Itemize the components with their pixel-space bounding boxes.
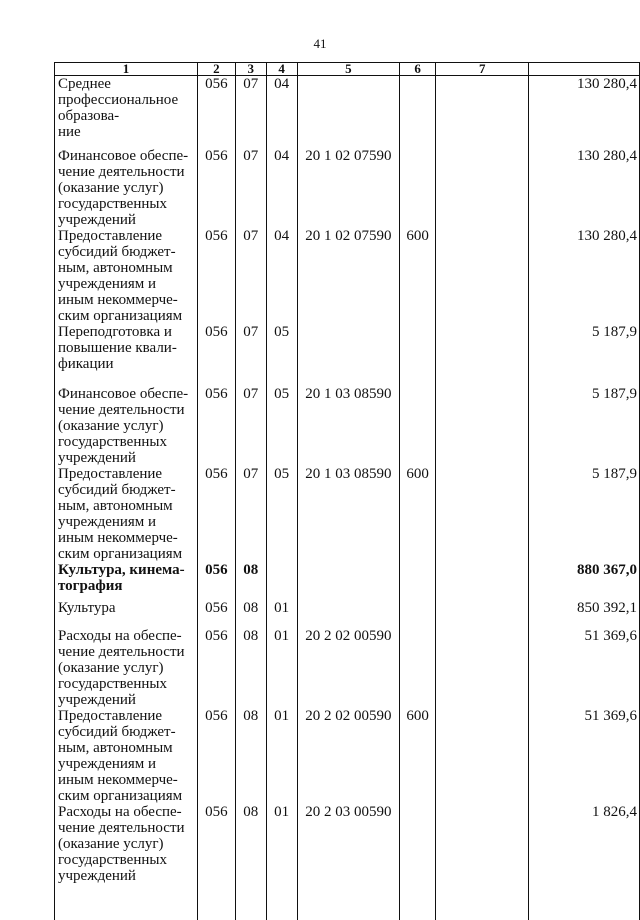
row-sum-cell: 850 392,1 [529, 600, 640, 628]
table-row [55, 804, 640, 888]
row-name-line: (оказание услуг) [58, 660, 195, 676]
row-name-line: Предоставление [58, 708, 195, 724]
row-name-line: субсидий бюджет- [58, 724, 195, 740]
row-rz-cell: 08 [235, 804, 266, 888]
row-ved-cell: 056 [197, 562, 235, 600]
row-pr-cell: 01 [266, 600, 297, 628]
row-csr-cell: 20 1 02 07590 [297, 228, 400, 324]
row-name-line: фикации [58, 356, 195, 372]
row-csr-cell: 20 2 02 00590 [297, 628, 400, 708]
row-col7-cell [436, 148, 529, 228]
table-row [55, 562, 640, 600]
table-row [55, 76, 640, 149]
row-name-line: Переподготовка и [58, 324, 195, 340]
row-col7-cell [436, 600, 529, 628]
row-name-cell [55, 628, 198, 708]
row-pr-cell: 05 [266, 386, 297, 466]
row-rz-cell: 07 [235, 148, 266, 228]
row-ved-cell: 056 [197, 600, 235, 628]
row-name-cell [55, 600, 198, 628]
row-vr-cell [400, 600, 436, 628]
table-filler-row [55, 888, 640, 920]
filler-cell [529, 888, 640, 920]
filler-cell [235, 888, 266, 920]
row-pr-cell: 05 [266, 324, 297, 386]
table-row [55, 600, 640, 628]
row-csr-cell [297, 600, 400, 628]
table-row [55, 324, 640, 386]
row-col7-cell [436, 804, 529, 888]
row-name-line: ским организациям [58, 788, 195, 804]
row-name-line: Расходы на обеспе- [58, 804, 195, 820]
row-col7-cell [436, 76, 529, 149]
row-ved-cell: 056 [197, 804, 235, 888]
table-row [55, 228, 640, 324]
row-csr-cell: 20 1 03 08590 [297, 466, 400, 562]
table-row [55, 628, 640, 708]
row-csr-cell: 20 2 03 00590 [297, 804, 400, 888]
row-pr-cell: 01 [266, 804, 297, 888]
row-csr-cell [297, 324, 400, 386]
row-sum-cell: 130 280,4 [529, 76, 640, 149]
row-vr-cell [400, 628, 436, 708]
row-name-line: Расходы на обеспе- [58, 628, 195, 644]
row-sum-cell: 5 187,9 [529, 466, 640, 562]
row-name-line: учреждениям и [58, 514, 195, 530]
row-name-line: (оказание услуг) [58, 180, 195, 196]
budget-table-wrapper [54, 62, 640, 920]
row-name-cell [55, 466, 198, 562]
row-name-line: ским организациям [58, 546, 195, 562]
filler-cell [266, 888, 297, 920]
row-col7-cell [436, 562, 529, 600]
row-name-cell [55, 562, 198, 600]
row-name-line: субсидий бюджет- [58, 482, 195, 498]
row-name-line: Среднее профессиональное образова- [58, 76, 195, 124]
row-ved-cell: 056 [197, 466, 235, 562]
row-csr-cell: 20 1 02 07590 [297, 148, 400, 228]
row-name-line: учреждений [58, 212, 195, 228]
row-name-line: ским организациям [58, 308, 195, 324]
header-col-2: 2 [197, 63, 235, 76]
row-name-line: Предоставление [58, 466, 195, 482]
row-ved-cell: 056 [197, 386, 235, 466]
budget-table [54, 62, 640, 920]
header-col-8 [529, 63, 640, 76]
header-col-5: 5 [297, 63, 400, 76]
row-name-line: Культура [58, 600, 195, 616]
row-name-line: повышение квали- [58, 340, 195, 356]
table-row [55, 466, 640, 562]
header-col-7: 7 [436, 63, 529, 76]
row-name-line: (оказание услуг) [58, 418, 195, 434]
row-pr-cell: 01 [266, 628, 297, 708]
row-name-line: ным, автономным [58, 740, 195, 756]
table-row [55, 386, 640, 466]
row-csr-cell [297, 562, 400, 600]
row-ved-cell: 056 [197, 628, 235, 708]
row-name-cell [55, 228, 198, 324]
page-number: 41 [0, 36, 640, 52]
row-name-line: учреждениям и [58, 276, 195, 292]
row-name-line: чение деятельности [58, 402, 195, 418]
header-col-6: 6 [400, 63, 436, 76]
row-vr-cell [400, 562, 436, 600]
row-sum-cell: 1 826,4 [529, 804, 640, 888]
row-name-cell [55, 804, 198, 888]
row-name-line: государственных [58, 196, 195, 212]
row-rz-cell: 08 [235, 600, 266, 628]
row-col7-cell [436, 228, 529, 324]
row-rz-cell: 08 [235, 628, 266, 708]
filler-cell [297, 888, 400, 920]
row-name-line: учреждениям и [58, 756, 195, 772]
row-rz-cell: 07 [235, 76, 266, 149]
row-vr-cell [400, 148, 436, 228]
row-pr-cell: 04 [266, 76, 297, 149]
row-sum-cell: 5 187,9 [529, 386, 640, 466]
row-name-cell [55, 386, 198, 466]
row-name-line: иным некоммерче- [58, 292, 195, 308]
row-sum-cell: 51 369,6 [529, 628, 640, 708]
row-name-line: тография [58, 578, 195, 594]
row-ved-cell: 056 [197, 708, 235, 804]
row-csr-cell: 20 2 02 00590 [297, 708, 400, 804]
row-ved-cell: 056 [197, 228, 235, 324]
row-name-line: субсидий бюджет- [58, 244, 195, 260]
row-pr-cell: 04 [266, 228, 297, 324]
row-csr-cell [297, 76, 400, 149]
row-name-line: государственных [58, 676, 195, 692]
row-name-line: государственных [58, 852, 195, 868]
row-vr-cell: 600 [400, 466, 436, 562]
table-row [55, 148, 640, 228]
row-col7-cell [436, 386, 529, 466]
row-name-line: Финансовое обеспе- [58, 148, 195, 164]
row-name-line: государственных [58, 434, 195, 450]
row-sum-cell: 5 187,9 [529, 324, 640, 386]
row-name-line: иным некоммерче- [58, 530, 195, 546]
table-row [55, 708, 640, 804]
row-vr-cell [400, 324, 436, 386]
row-name-line: Культура, кинема- [58, 562, 195, 578]
header-col-1: 1 [55, 63, 198, 76]
row-vr-cell [400, 76, 436, 149]
filler-cell [436, 888, 529, 920]
row-sum-cell: 130 280,4 [529, 148, 640, 228]
row-name-line: иным некоммерче- [58, 772, 195, 788]
filler-cell [55, 888, 198, 920]
row-pr-cell: 04 [266, 148, 297, 228]
row-name-line: учреждений [58, 450, 195, 466]
row-sum-cell: 130 280,4 [529, 228, 640, 324]
row-rz-cell: 08 [235, 562, 266, 600]
row-pr-cell: 05 [266, 466, 297, 562]
row-vr-cell: 600 [400, 708, 436, 804]
row-name-cell [55, 708, 198, 804]
row-ved-cell: 056 [197, 324, 235, 386]
row-name-line: ние [58, 124, 195, 140]
row-vr-cell [400, 386, 436, 466]
row-name-line: учреждений [58, 692, 195, 708]
row-name-cell [55, 76, 198, 149]
row-name-line: чение деятельности [58, 164, 195, 180]
row-name-cell [55, 148, 198, 228]
row-pr-cell [266, 562, 297, 600]
header-col-4: 4 [266, 63, 297, 76]
header-col-3: 3 [235, 63, 266, 76]
row-pr-cell: 01 [266, 708, 297, 804]
row-ved-cell: 056 [197, 76, 235, 149]
row-col7-cell [436, 324, 529, 386]
row-rz-cell: 07 [235, 466, 266, 562]
row-name-line: чение деятельности [58, 820, 195, 836]
table-header-row [55, 63, 640, 76]
row-name-line: Предоставление [58, 228, 195, 244]
row-vr-cell: 600 [400, 228, 436, 324]
row-name-line: учреждений [58, 868, 195, 884]
row-name-line: ным, автономным [58, 260, 195, 276]
row-rz-cell: 07 [235, 228, 266, 324]
row-name-line: чение деятельности [58, 644, 195, 660]
row-rz-cell: 07 [235, 386, 266, 466]
table-body [55, 76, 640, 920]
row-rz-cell: 08 [235, 708, 266, 804]
row-name-line: Финансовое обеспе- [58, 386, 195, 402]
row-col7-cell [436, 708, 529, 804]
row-name-line: (оказание услуг) [58, 836, 195, 852]
filler-cell [400, 888, 436, 920]
row-col7-cell [436, 628, 529, 708]
row-csr-cell: 20 1 03 08590 [297, 386, 400, 466]
row-sum-cell: 51 369,6 [529, 708, 640, 804]
filler-cell [197, 888, 235, 920]
row-rz-cell: 07 [235, 324, 266, 386]
row-name-line: ным, автономным [58, 498, 195, 514]
row-vr-cell [400, 804, 436, 888]
row-sum-cell: 880 367,0 [529, 562, 640, 600]
row-name-cell [55, 324, 198, 386]
row-ved-cell: 056 [197, 148, 235, 228]
row-col7-cell [436, 466, 529, 562]
